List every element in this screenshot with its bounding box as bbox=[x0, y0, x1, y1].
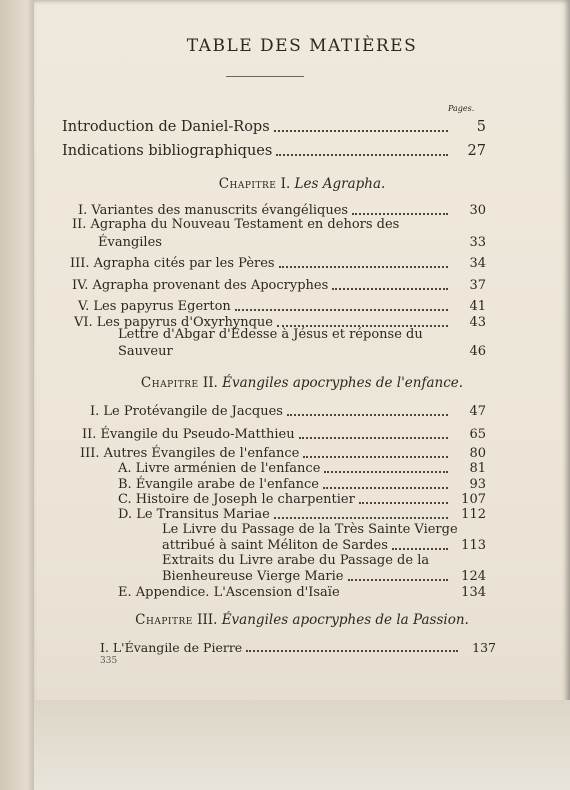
toc-entry: E. Appendice. L'Ascension d'Isaïe 134 bbox=[118, 585, 486, 600]
page-bottom-shadow bbox=[34, 700, 570, 790]
toc-entry: attribué à saint Méliton de Sardes 113 bbox=[162, 538, 486, 553]
left-page-edge bbox=[0, 0, 38, 790]
toc-entry: III. Agrapha cités par les Pères 34 bbox=[70, 256, 486, 271]
toc-entry-line: II. Agrapha du Nouveau Testament en dehors des bbox=[72, 217, 400, 232]
chapter-heading: Chapitre II. Évangiles apocryphes de l'enfance. bbox=[140, 375, 464, 391]
toc-entry: III. Autres Évangiles de l'enfance 80 bbox=[80, 446, 486, 461]
toc-entry: V. Les papyrus Egerton 41 bbox=[78, 299, 486, 314]
toc-entry-line: Extraits du Livre arabe du Passage de la bbox=[162, 553, 430, 568]
toc-entry: C. Histoire de Joseph le charpentier 107 bbox=[118, 492, 486, 507]
book-page bbox=[34, 0, 570, 790]
toc-entry: Évangiles 33 bbox=[98, 235, 486, 250]
toc-entry-line: Le Livre du Passage de la Très Sainte Vierge bbox=[162, 522, 458, 537]
toc-entry: D. Le Transitus Mariae 112 bbox=[118, 507, 486, 522]
toc-entry: Bienheureuse Vierge Marie 124 bbox=[162, 569, 486, 584]
toc-entry: I. Variantes des manuscrits évangéliques 30 bbox=[78, 203, 486, 218]
chapter-heading: Chapitre III. Évangiles apocryphes de la Passion. bbox=[135, 612, 469, 628]
toc-entry: Sauveur 46 bbox=[118, 344, 486, 359]
title-rule bbox=[226, 76, 304, 77]
toc-entry-line: Lettre d'Abgar d'Édesse à Jésus et réponse du bbox=[118, 327, 423, 342]
toc-entry: I. L'Évangile de Pierre 137 bbox=[100, 640, 496, 655]
toc-entry: I. Le Protévangile de Jacques 47 bbox=[90, 404, 486, 419]
toc-entry: II. Évangile du Pseudo-Matthieu 65 bbox=[82, 427, 486, 442]
page-title: TABLE DES MATIÈRES bbox=[186, 36, 418, 56]
toc-entry: Indications bibliographiques 27 bbox=[62, 143, 486, 159]
toc-entry: B. Évangile arabe de l'enfance 93 bbox=[118, 477, 486, 492]
toc-entry: IV. Agrapha provenant des Apocryphes 37 bbox=[72, 278, 486, 293]
toc-entry: Introduction de Daniel-Rops 5 bbox=[62, 119, 486, 135]
chapter-heading: Chapitre I. Les Agrapha. bbox=[218, 176, 386, 192]
toc-entry: A. Livre arménien de l'enfance 81 bbox=[118, 461, 486, 476]
signature-number: 335 bbox=[100, 656, 118, 666]
pages-column-label: Pages. bbox=[448, 104, 475, 113]
toc-entry: VI. Les papyrus d'Oxyrhynque 43 bbox=[74, 315, 486, 330]
